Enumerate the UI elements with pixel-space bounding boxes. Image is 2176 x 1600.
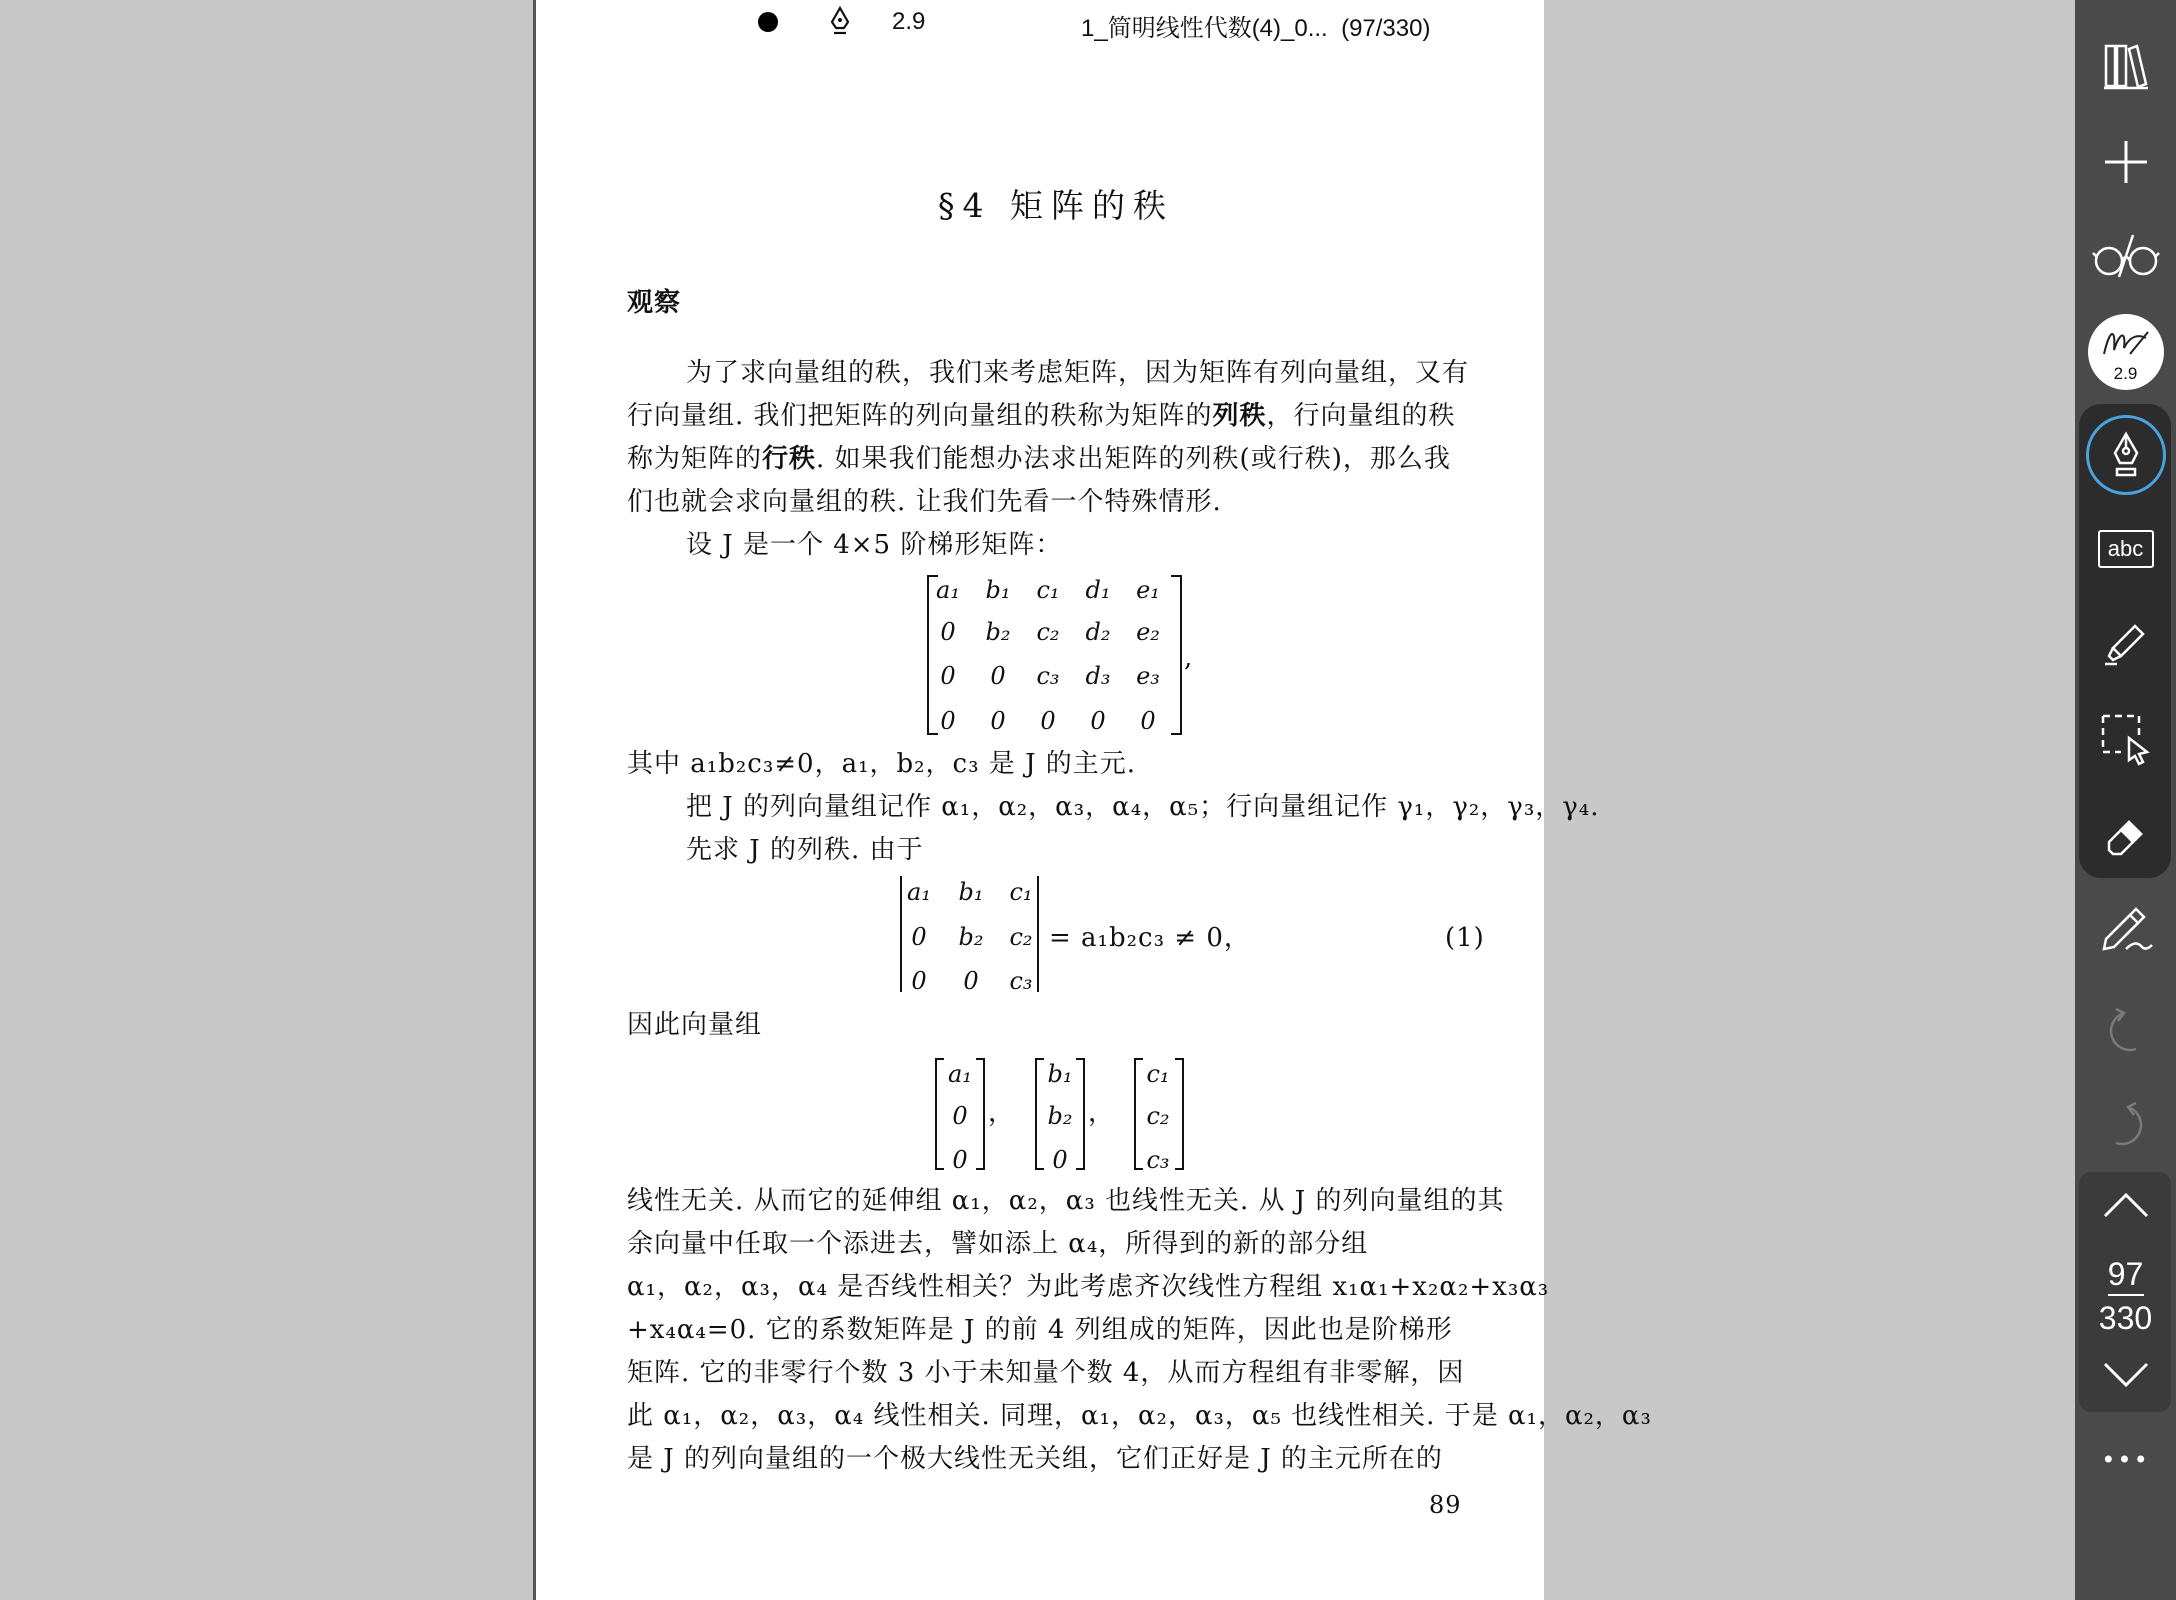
determinant-entry: c₁ [1009, 878, 1033, 906]
chevron-up-icon [2103, 1192, 2149, 1218]
matrix-entry: c₃ [1036, 662, 1060, 690]
eraser-button[interactable] [2075, 802, 2176, 868]
matrix-entry: d₃ [1085, 662, 1111, 690]
paragraph-line: 设 J 是一个 4×5 阶梯形矩阵： [686, 530, 1063, 560]
matrix-entry: d₁ [1085, 576, 1111, 604]
matrix-comma: , [1184, 643, 1194, 673]
pen-icon [828, 6, 852, 43]
matrix-entry: 0 [940, 618, 956, 646]
paragraph-line: 先求 J 的列秩. 由于 [686, 835, 924, 865]
matrix-entry: 0 [990, 707, 1006, 735]
signature-version: 2.9 [2113, 364, 2138, 383]
matrix-entry: e₂ [1136, 618, 1160, 646]
matrix-entry: 0 [1090, 707, 1106, 735]
matrix-entry: e₃ [1136, 662, 1160, 690]
select-region-icon [2099, 712, 2153, 766]
page-fraction-line [2108, 1294, 2144, 1296]
undo-icon [2106, 1005, 2146, 1055]
current-page[interactable]: 97 [2107, 1256, 2144, 1292]
signature-icon [2100, 324, 2152, 360]
more-icon: ••• [2101, 1446, 2150, 1474]
text-box-icon: abc [2098, 530, 2154, 568]
determinant-entry: 0 [911, 923, 927, 951]
previous-page-button[interactable] [2075, 1182, 2176, 1228]
next-page-button[interactable] [2075, 1352, 2176, 1398]
paragraph-line: 矩阵. 它的非零行个数 3 小于未知量个数 4，从而方程组有非零解，因 [627, 1358, 1465, 1388]
plus-icon [2103, 139, 2149, 185]
paragraph-line: 称为矩阵的行秩. 如果我们能想办法求出矩阵的列秩(或行秩)，那么我 [627, 444, 1451, 474]
status-bar [536, 0, 1544, 44]
determinant-entry: c₂ [1009, 923, 1033, 951]
matrix-entry: 0 [1040, 707, 1056, 735]
determinant-entry: b₂ [958, 923, 984, 951]
page-navigator [2079, 1172, 2171, 1412]
right-toolbar [2075, 0, 2176, 1600]
matrix-entry: 0 [940, 707, 956, 735]
vector-entry: 0 [952, 1146, 968, 1174]
paragraph-line: 其中 a₁b₂c₃≠0，a₁，b₂，c₃ 是 J 的主元. [627, 749, 1137, 779]
matrix-entry: c₂ [1036, 618, 1060, 646]
document-page[interactable] [533, 0, 1652, 1600]
matrix-entry: 0 [1140, 707, 1156, 735]
highlighter-icon [2101, 618, 2151, 668]
paragraph-line: 把 J 的列向量组记作 α₁，α₂，α₃，α₄，α₅；行向量组记作 γ₁，γ₂，γ₃，γ₄. [686, 792, 1600, 822]
vector-entry: b₁ [1047, 1060, 1073, 1088]
determinant-entry: b₁ [958, 878, 984, 906]
determinant-entry: 0 [911, 967, 927, 995]
page-indicator: (97/330) [1341, 15, 1431, 42]
vector-entry: 0 [952, 1102, 968, 1130]
matrix-entry: 0 [990, 662, 1006, 690]
library-button[interactable] [2075, 36, 2176, 96]
vector-entry: b₂ [1047, 1102, 1073, 1130]
matrix-entry: 0 [940, 662, 956, 690]
redo-icon [2106, 1099, 2146, 1149]
add-button[interactable] [2075, 132, 2176, 192]
paragraph-line: 们也就会求向量组的秩. 让我们先看一个特殊情形. [627, 487, 1222, 517]
vec-comma: ， [988, 1098, 1016, 1128]
signature-pen-button[interactable] [2075, 314, 2176, 390]
total-pages: 330 [2098, 1300, 2153, 1336]
paragraph-line: 因此向量组 [627, 1010, 763, 1040]
paragraph-line: 线性无关. 从而它的延伸组 α₁，α₂，α₃ 也线性无关. 从 J 的列向量组的其 [627, 1186, 1505, 1216]
tool-panel [2079, 404, 2171, 878]
pen-tool-button[interactable] [2075, 414, 2176, 496]
determinant-entry: c₃ [1009, 967, 1033, 995]
pen-version: 2.9 [892, 8, 926, 35]
vector-entry: 0 [1052, 1146, 1068, 1174]
equation-number: (1) [1445, 923, 1485, 953]
undo-button[interactable] [2075, 1000, 2176, 1060]
fountain-pen-icon [2109, 431, 2143, 479]
vector-entry: a₁ [948, 1060, 972, 1088]
redo-button[interactable] [2075, 1094, 2176, 1154]
more-button[interactable] [2075, 1440, 2176, 1480]
text-tool-button[interactable] [2075, 516, 2176, 582]
paragraph-line: 是 J 的列向量组的一个极大线性无关组，它们正好是 J 的主元所在的 [627, 1444, 1443, 1474]
paragraph-line: 行向量组. 我们把矩阵的列向量组的秩称为矩阵的列秩，行向量组的秩 [627, 401, 1456, 431]
select-tool-button[interactable] [2075, 706, 2176, 772]
det-rhs: = a₁b₂c₃ ≠ 0， [1049, 923, 1251, 953]
section-heading: §4 矩阵的秩 [938, 186, 1174, 225]
document-title: 1_简明线性代数(4)_0... (97/330) [1081, 15, 1431, 42]
matrix-entry: b₂ [985, 618, 1011, 646]
matrix-entry: d₂ [1085, 618, 1111, 646]
vector-entry: c₂ [1146, 1102, 1170, 1130]
matrix-entry: e₁ [1136, 576, 1160, 604]
page-number: 89 [1429, 1491, 1462, 1519]
recording-dot-icon [758, 12, 778, 32]
chevron-down-icon [2103, 1362, 2149, 1388]
determinant-entry: 0 [963, 967, 979, 995]
matrix-entry: b₁ [985, 576, 1011, 604]
matrix-entry: c₁ [1036, 576, 1060, 604]
glasses-icon [2091, 231, 2161, 281]
paragraph-line: +x₄α₄=0. 它的系数矩阵是 J 的前 4 列组成的矩阵，因此也是阶梯形 [627, 1315, 1453, 1345]
subsection-label: 观察 [627, 288, 682, 318]
vector-entry: c₃ [1146, 1146, 1170, 1174]
vector-entry: c₁ [1146, 1060, 1170, 1088]
matrix-entry: a₁ [936, 576, 960, 604]
paragraph-line: 余向量中任取一个添进去，譬如添上 α₄，所得到的新的部分组 [627, 1229, 1369, 1259]
library-icon [2102, 40, 2150, 92]
determinant-entry: a₁ [907, 878, 931, 906]
highlighter-button[interactable] [2075, 610, 2176, 676]
pen-settings-button[interactable] [2075, 896, 2176, 962]
pen-edit-icon [2096, 903, 2156, 955]
paragraph-line: 此 α₁，α₂，α₃，α₄ 线性相关. 同理，α₁，α₂，α₃，α₅ 也线性相关. 于是 α₁，α₂，α₃ [627, 1401, 1652, 1431]
eraser-icon [2103, 812, 2149, 858]
paragraph-line: α₁，α₂，α₃，α₄ 是否线性相关？为此考虑齐次线性方程组 x₁α₁+x₂α₂+x₃α₃ [627, 1272, 1550, 1302]
reading-mode-button[interactable] [2075, 226, 2176, 286]
paragraph-line: 为了求向量组的秩，我们来考虑矩阵，因为矩阵有列向量组，又有 [686, 358, 1470, 388]
vec-comma: ， [1088, 1098, 1116, 1128]
